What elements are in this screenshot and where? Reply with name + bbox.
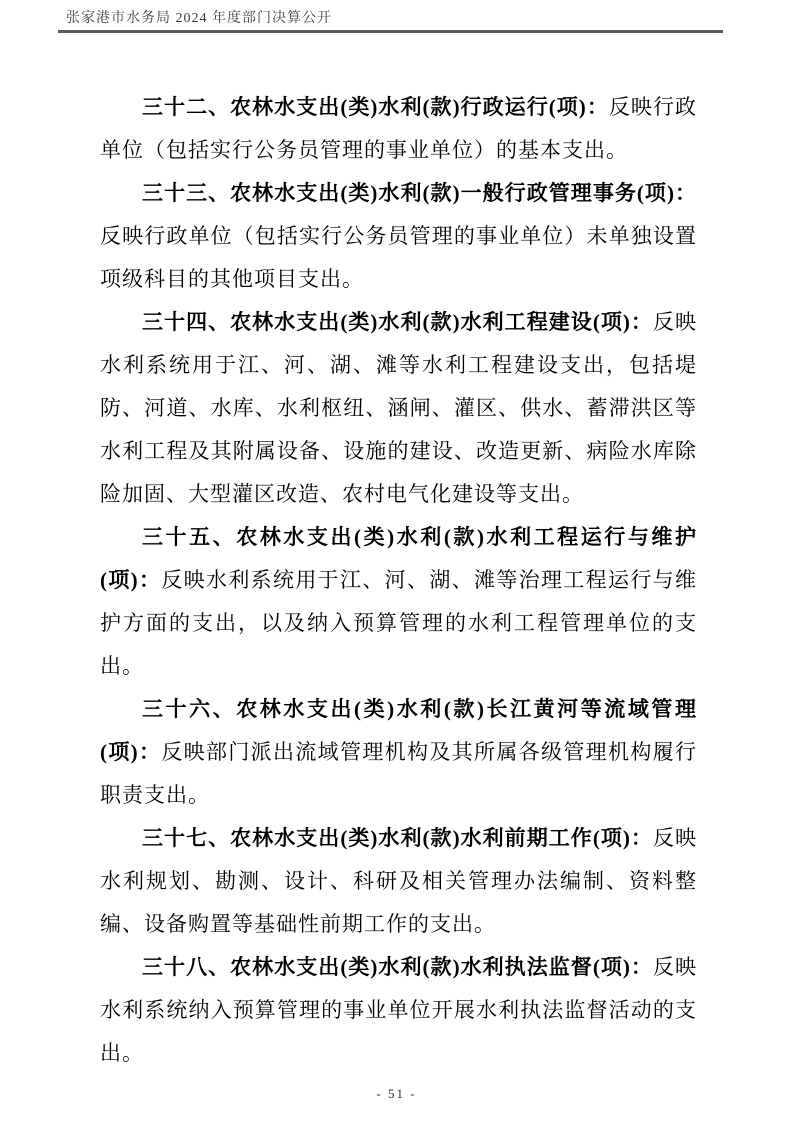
paragraph-36 <box>100 688 697 817</box>
paragraph-38-heading: 三十八、农林水支出(类)水利(款)水利执法监督(项)： <box>142 955 653 979</box>
paragraph-37-body: 反映水利规划、勘测、设计、科研及相关管理办法编制、资料整编、设备购置等基础性前期工作的支出。 <box>100 826 697 936</box>
paragraph-37 <box>100 817 697 946</box>
paragraph-36-body: 反映部门派出流域管理机构及其所属各级管理机构履行职责支出。 <box>100 740 697 807</box>
paragraph-35-heading: 三十五、农林水支出(类)水利(款)水利工程运行与维护(项)： <box>100 525 697 592</box>
page-number: - 51 - <box>376 1086 417 1101</box>
document-header-title: 张家港市水务局 2024 年度部门决算公开 <box>66 11 332 26</box>
paragraph-38 <box>100 946 697 1075</box>
paragraph-35-body: 反映水利系统用于江、河、湖、滩等治理工程运行与维护方面的支出，以及纳入预算管理的水利工程管理单位的支出。 <box>100 568 697 678</box>
paragraph-35 <box>100 516 697 688</box>
paragraph-36-heading: 三十六、农林水支出(类)水利(款)长江黄河等流域管理(项)： <box>100 697 697 764</box>
paragraph-38-body: 反映水利系统纳入预算管理的事业单位开展水利执法监督活动的支出。 <box>100 955 697 1065</box>
document-body <box>100 86 697 1075</box>
paragraph-32 <box>100 86 697 172</box>
paragraph-32-heading: 三十二、农林水支出(类)水利(款)行政运行(项)： <box>142 95 609 119</box>
paragraph-33-heading: 三十三、农林水支出(类)水利(款)一般行政管理事务(项)： <box>142 181 697 205</box>
paragraph-33 <box>100 172 697 301</box>
paragraph-32-body: 反映行政单位（包括实行公务员管理的事业单位）的基本支出。 <box>100 95 698 162</box>
paragraph-34-body: 反映水利系统用于江、河、湖、滩等水利工程建设支出，包括堤防、河道、水库、水利枢纽、涵闸、灌区、供水、蓄滞洪区等水利工程及其附属设备、设施的建设、改造更新、病险水库除险加固、大型灌区改造、农村电气化建设等支出。 <box>100 310 697 506</box>
paragraph-34-heading: 三十四、农林水支出(类)水利(款)水利工程建设(项)： <box>142 310 653 334</box>
paragraph-33-body: 反映行政单位（包括实行公务员管理的事业单位）未单独设置项级科目的其他项目支出。 <box>100 224 697 291</box>
paragraph-34 <box>100 301 697 516</box>
paragraph-37-heading: 三十七、农林水支出(类)水利(款)水利前期工作(项)： <box>142 826 653 850</box>
header-rule <box>58 30 723 33</box>
